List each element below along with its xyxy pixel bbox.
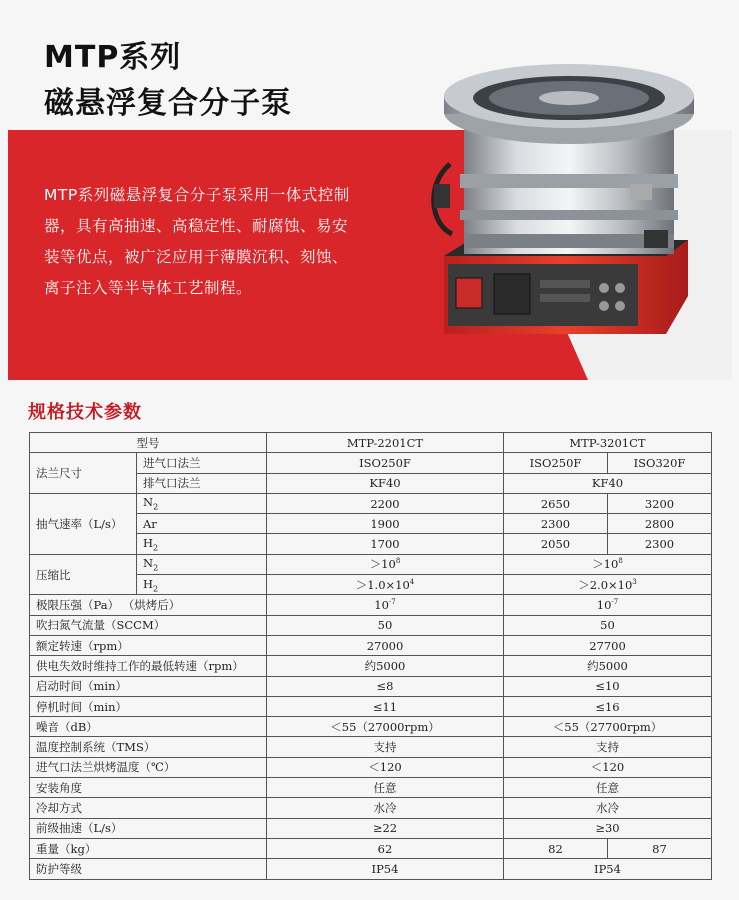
cell: 约5000 <box>504 656 712 676</box>
cell: 2200 <box>267 493 504 513</box>
value-exponent: 4 <box>409 577 415 586</box>
value-base: ＞2.0×10 <box>578 577 633 592</box>
cell <box>504 575 712 595</box>
row-label: 重量（kg） <box>30 838 267 858</box>
cell: 62 <box>267 838 504 858</box>
intro-line: 离子注入等半导体工艺制程。 <box>44 279 253 297</box>
cell: 87 <box>608 838 712 858</box>
intro-text <box>44 180 394 304</box>
gas-symbol: N <box>143 495 154 510</box>
group-label: 压缩比 <box>30 554 137 595</box>
cell: ≥22 <box>267 818 504 838</box>
cell: 2300 <box>608 534 712 554</box>
cell <box>267 575 504 595</box>
cell: 1700 <box>267 534 504 554</box>
group-label: 抽气速率（L/s） <box>30 493 137 554</box>
value-exponent: -7 <box>388 598 396 607</box>
page-title-line2: 磁悬浮复合分子泵 <box>44 86 292 121</box>
value-base: ＞10 <box>592 557 619 572</box>
cell: 支持 <box>504 737 712 757</box>
table-row <box>30 635 712 655</box>
table-row <box>30 737 712 757</box>
cell: IP54 <box>267 859 504 879</box>
cell: ISO320F <box>608 453 712 473</box>
cell: 82 <box>504 838 608 858</box>
gas-subscript: 2 <box>153 563 159 573</box>
header-model-b: MTP-3201CT <box>504 433 712 453</box>
cell: ISO250F <box>504 453 608 473</box>
spec-table <box>29 432 712 880</box>
table-row <box>30 453 712 473</box>
value-exponent: 8 <box>395 557 401 566</box>
cell: 27700 <box>504 635 712 655</box>
value-exponent: 3 <box>632 577 637 586</box>
cell: 50 <box>267 615 504 635</box>
cell <box>267 554 504 574</box>
cell: 3200 <box>608 493 712 513</box>
cell: ≥30 <box>504 818 712 838</box>
gas-subscript: 2 <box>153 502 159 512</box>
cell: 50 <box>504 615 712 635</box>
cell: ≤10 <box>504 676 712 696</box>
table-row <box>30 717 712 737</box>
cell <box>504 595 712 615</box>
row-label: 极限压强（Pa） （烘烤后） <box>30 595 267 615</box>
cell <box>267 595 504 615</box>
cell: ≤16 <box>504 696 712 716</box>
gas-subscript: 2 <box>153 543 159 553</box>
intro-line: MTP系列磁悬浮复合分子泵采用一体式控制 <box>44 186 350 204</box>
table-row <box>30 798 712 818</box>
intro-line: 装等优点，被广泛应用于薄膜沉积、刻蚀、 <box>44 248 349 266</box>
cell: 任意 <box>504 778 712 798</box>
cell: 1900 <box>267 514 504 534</box>
cell: ≤11 <box>267 696 504 716</box>
row-label <box>137 554 267 574</box>
table-row <box>30 615 712 635</box>
table-row <box>30 554 712 574</box>
table-row <box>30 656 712 676</box>
table-row <box>30 676 712 696</box>
value-base: ＞1.0×10 <box>355 577 410 592</box>
header-model-a: MTP-2201CT <box>267 433 504 453</box>
cell <box>504 554 712 574</box>
cell: 2800 <box>608 514 712 534</box>
row-label: 停机时间（min） <box>30 696 267 716</box>
pump-product-image <box>430 34 700 354</box>
cell: ＜120 <box>267 757 504 777</box>
cell: KF40 <box>504 473 712 493</box>
row-label: Ar <box>137 514 267 534</box>
table-row <box>30 595 712 615</box>
value-exponent: -7 <box>611 598 619 607</box>
cell: 2050 <box>504 534 608 554</box>
gas-symbol: H <box>143 576 154 591</box>
table-row <box>30 757 712 777</box>
section-title: 规格技术参数 <box>28 402 142 423</box>
cell: 任意 <box>267 778 504 798</box>
gas-symbol: N <box>143 556 154 571</box>
cell: ≤8 <box>267 676 504 696</box>
intro-line: 器，具有高抽速、高稳定性、耐腐蚀、易安 <box>44 217 349 235</box>
row-label: 安装角度 <box>30 778 267 798</box>
cell: KF40 <box>267 473 504 493</box>
row-label: 冷却方式 <box>30 798 267 818</box>
cell: ＜120 <box>504 757 712 777</box>
cell: 支持 <box>267 737 504 757</box>
table-row <box>30 838 712 858</box>
row-label: 进气口法兰烘烤温度（℃） <box>30 757 267 777</box>
row-label <box>137 534 267 554</box>
page-title-line1: MTP系列 <box>44 40 182 75</box>
cell: 水冷 <box>267 798 504 818</box>
table-row <box>30 818 712 838</box>
table-row <box>30 859 712 879</box>
row-label <box>137 575 267 595</box>
cell: IP54 <box>504 859 712 879</box>
cell: ＜55（27000rpm） <box>267 717 504 737</box>
row-label: 供电失效时维持工作的最低转速（rpm） <box>30 656 267 676</box>
row-label: 前级抽速（L/s） <box>30 818 267 838</box>
table-row <box>30 696 712 716</box>
row-label <box>137 493 267 513</box>
cell: 约5000 <box>267 656 504 676</box>
value-base: 10 <box>374 598 389 613</box>
value-base: 10 <box>596 598 612 613</box>
cell: 水冷 <box>504 798 712 818</box>
table-row <box>30 433 712 453</box>
gas-subscript: 2 <box>153 583 159 593</box>
value-base: ＞10 <box>369 557 396 572</box>
group-label: 法兰尺寸 <box>30 453 137 494</box>
row-label: 进气口法兰 <box>137 453 267 473</box>
cell: 27000 <box>267 635 504 655</box>
row-label: 吹扫氮气流量（SCCM） <box>30 615 267 635</box>
value-exponent: 8 <box>618 557 623 566</box>
row-label: 额定转速（rpm） <box>30 635 267 655</box>
row-label: 启动时间（min） <box>30 676 267 696</box>
row-label: 防护等级 <box>30 859 267 879</box>
header-label: 型号 <box>30 433 267 453</box>
table-row <box>30 778 712 798</box>
cell: ＜55（27700rpm） <box>504 717 712 737</box>
cell: 2650 <box>504 493 608 513</box>
row-label: 温度控制系统（TMS） <box>30 737 267 757</box>
gas-symbol: H <box>143 535 154 550</box>
row-label: 噪音（dB） <box>30 717 267 737</box>
row-label: 排气口法兰 <box>137 473 267 493</box>
cell: 2300 <box>504 514 608 534</box>
table-row <box>30 493 712 513</box>
cell: ISO250F <box>267 453 504 473</box>
